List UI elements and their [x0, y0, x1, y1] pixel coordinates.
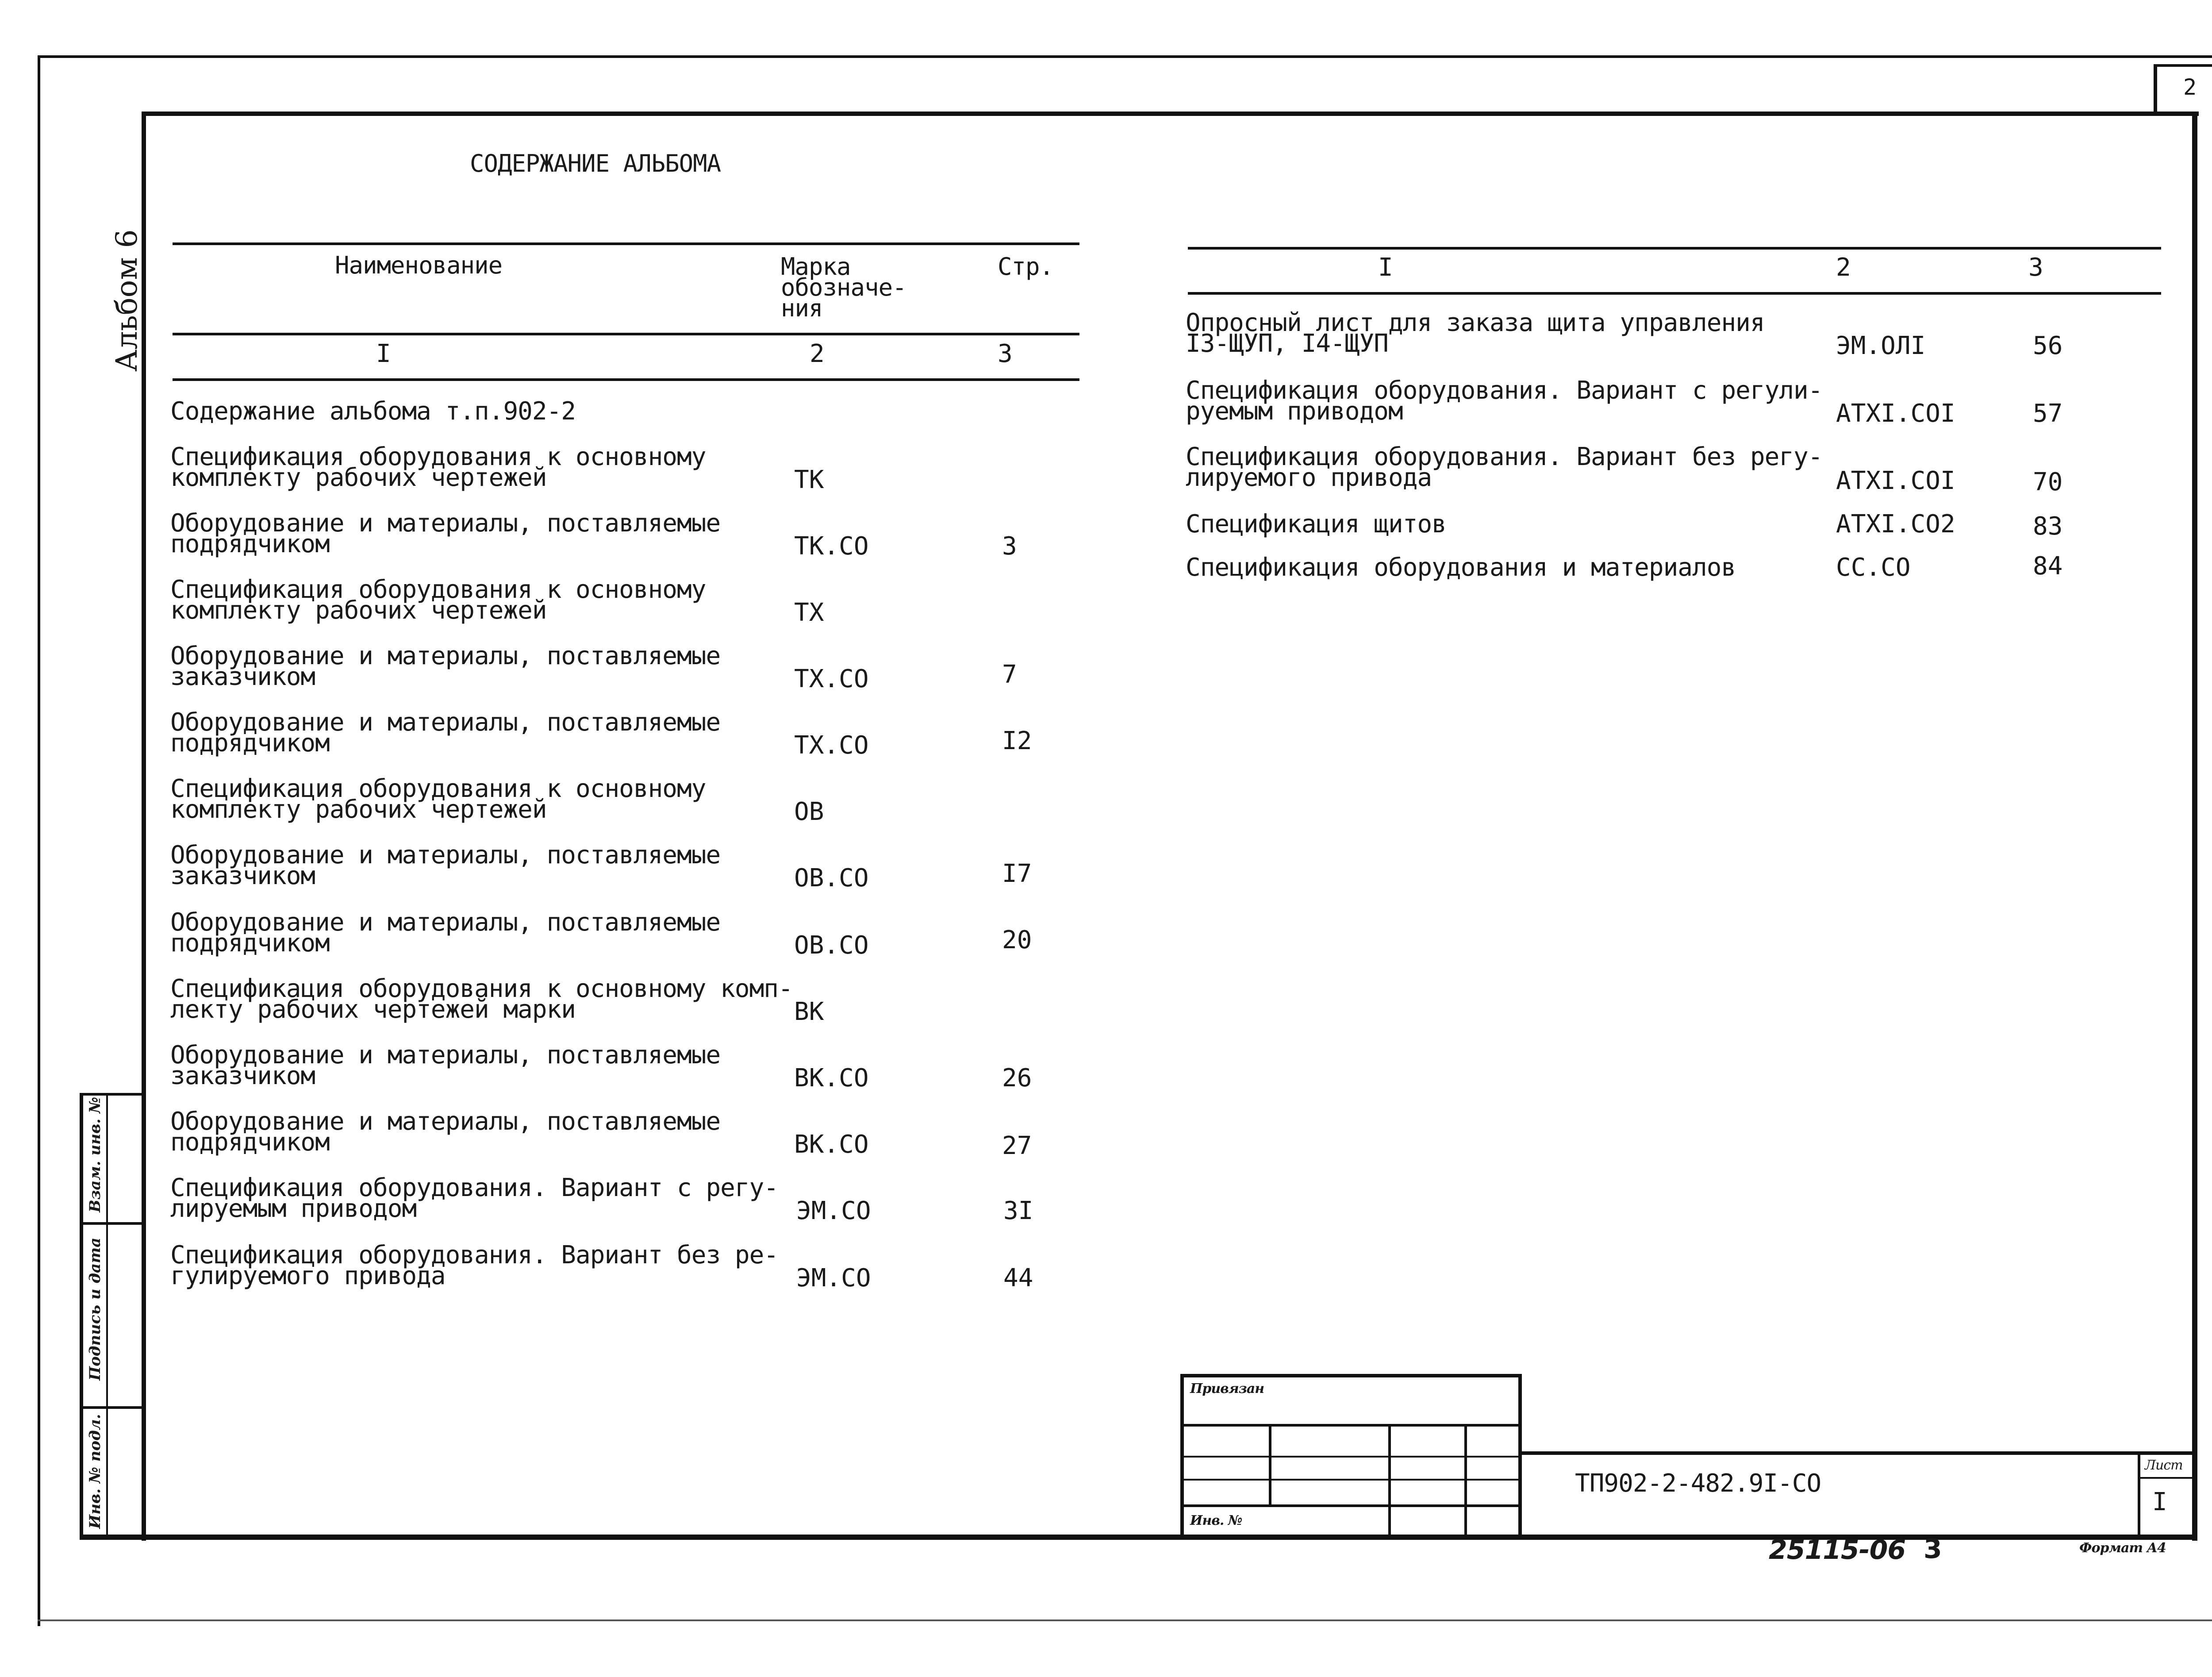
right-row-3-page: 70 — [2033, 468, 2063, 496]
left-row-4-code: ТХ — [794, 598, 824, 627]
left-row-7-code: ОВ — [794, 797, 824, 826]
left-row-4-name-1: Спецификация оборудования к основному — [170, 575, 706, 604]
left-row-3-name-1: Оборудование и материалы, поставляемые — [170, 509, 721, 538]
right-table-rule-top — [1188, 247, 2161, 250]
left-row-6-page: I2 — [1002, 727, 1032, 755]
left-row-8-name-1: Оборудование и материалы, поставляемые — [170, 841, 721, 869]
left-colnum-3: 3 — [998, 339, 1012, 368]
left-row-13-name-1: Спецификация оборудования. Вариант с регу- — [170, 1173, 779, 1202]
left-row-5-code: ТХ.СО — [794, 665, 869, 693]
sheet-box-mid — [2138, 1477, 2197, 1479]
left-row-2-code: ТК — [794, 465, 824, 494]
left-header-code-2: обозначе- — [781, 273, 906, 301]
privyazan-label: Привязан — [1190, 1381, 1264, 1396]
format-label: Формат А4 — [2079, 1540, 2166, 1556]
left-row-9-code: ОВ.СО — [794, 931, 869, 960]
side-stamp-left — [80, 1093, 83, 1540]
left-table-rule-cols — [173, 378, 1079, 381]
handwritten-number: 25115-06 — [1769, 1535, 1906, 1565]
right-row-1-page: 56 — [2033, 331, 2063, 360]
sheet-corner-number: 2 — [2183, 74, 2197, 100]
left-row-8-name-2: заказчиком — [170, 862, 315, 890]
album-label: Альбом 6 — [110, 229, 144, 372]
left-row-14-page: 44 — [1003, 1264, 1033, 1292]
left-row-9-name-1: Оборудование и материалы, поставляемые — [170, 908, 721, 937]
left-row-10-name-1: Спецификация оборудования к основному комп- — [170, 974, 793, 1003]
right-row-5-name-1: Спецификация оборудования и материалов — [1186, 553, 1736, 582]
privyazan-top — [1180, 1374, 1522, 1377]
right-row-2-name-1: Спецификация оборудования. Вариант с регули- — [1186, 376, 1823, 405]
side-stamp-inv-podl: Инв. № подл. — [86, 1414, 104, 1529]
privyazan-h3 — [1180, 1479, 1522, 1481]
left-header-code-1: Марка — [781, 253, 851, 281]
privyazan-h4 — [1180, 1504, 1522, 1507]
right-row-1-name-2: I3-ЩУП, I4-ЩУП — [1186, 329, 1389, 358]
privyazan-v2 — [1388, 1424, 1391, 1540]
side-stamp-mid — [106, 1093, 108, 1540]
corner-box-left — [2154, 64, 2157, 116]
left-header-code-3: ния — [781, 294, 823, 322]
right-table-rule-cols — [1188, 292, 2161, 295]
left-row-11-name-1: Оборудование и материалы, поставляемые — [170, 1041, 721, 1069]
left-row-11-name-2: заказчиком — [170, 1062, 315, 1090]
right-row-4-name-1: Спецификация щитов — [1186, 510, 1446, 538]
left-row-14-name-1: Спецификация оборудования. Вариант без ре- — [170, 1241, 779, 1269]
left-header-page: Стр. — [998, 253, 1054, 281]
left-row-6-name-2: подрядчиком — [170, 729, 330, 758]
left-row-4-name-2: комплекту рабочих чертежей — [170, 596, 547, 625]
privyazan-v1 — [1269, 1424, 1271, 1506]
right-row-3-name-2: лируемого привода — [1186, 463, 1432, 492]
left-row-12-name-2: подрядчиком — [170, 1128, 330, 1157]
privyazan-v3 — [1464, 1424, 1467, 1540]
right-colnum-3: 3 — [2028, 253, 2043, 282]
document-code: ТП902-2-482.9I-СО — [1575, 1469, 1821, 1498]
left-row-9-page: 20 — [1002, 926, 1032, 954]
left-row-13-page: 3I — [1003, 1196, 1033, 1225]
outer-frame-top — [38, 55, 2212, 58]
right-row-3-code: АТХI.СОI — [1836, 466, 1955, 495]
sheet-label: Лист — [2145, 1458, 2183, 1473]
side-stamp-podpis-data: Подпись и дата — [86, 1237, 104, 1381]
frame-right — [2192, 112, 2197, 1541]
side-stamp-div-2 — [80, 1406, 146, 1409]
left-row-12-name-1: Оборудование и материалы, поставляемые — [170, 1107, 721, 1136]
left-row-7-name-1: Спецификация оборудования к основному — [170, 774, 706, 803]
page-title: СОДЕРЖАНИЕ АЛЬБОМА — [470, 150, 721, 177]
left-row-1-name-1: Содержание альбома т.п.902-2 — [170, 397, 576, 426]
left-row-13-code: ЭМ.СО — [796, 1196, 871, 1225]
outer-frame-bottom — [38, 1619, 2212, 1621]
left-header-name: Наименование — [335, 251, 503, 279]
left-table-rule-mid — [173, 333, 1079, 335]
left-row-12-code: ВК.СО — [794, 1130, 869, 1159]
left-row-13-name-2: лируемым приводом — [170, 1194, 417, 1223]
right-colnum-1: I — [1378, 253, 1393, 282]
sheet-box-left — [2138, 1451, 2140, 1540]
right-row-4-code: АТХI.СО2 — [1836, 510, 1955, 538]
left-table-rule-top — [173, 242, 1079, 245]
left-row-14-code: ЭМ.СО — [796, 1264, 871, 1292]
left-row-3-name-2: подрядчиком — [170, 530, 330, 558]
right-row-2-page: 57 — [2033, 399, 2063, 428]
left-row-10-name-2: лекту рабочих чертежей марки — [170, 995, 576, 1024]
side-stamp-vzam-inv: Взам. инв. № — [86, 1097, 104, 1212]
left-row-3-page: 3 — [1002, 532, 1017, 561]
right-row-5-page: 84 — [2033, 552, 2063, 581]
side-stamp-top — [80, 1093, 146, 1096]
right-colnum-2: 2 — [1836, 253, 1851, 282]
right-row-2-code: АТХI.СОI — [1836, 399, 1955, 428]
left-row-8-page: I7 — [1002, 859, 1032, 888]
left-colnum-2: 2 — [810, 339, 824, 368]
frame-top — [142, 112, 2199, 116]
right-row-3-name-1: Спецификация оборудования. Вариант без регу- — [1186, 442, 1823, 471]
left-row-3-code: ТК.СО — [794, 532, 869, 561]
doc-block-top — [1518, 1451, 2197, 1455]
right-row-2-name-2: руемым приводом — [1186, 397, 1403, 426]
side-stamp-div-1 — [80, 1222, 146, 1225]
left-row-11-code: ВК.СО — [794, 1064, 869, 1092]
left-row-10-code: ВК — [794, 997, 824, 1026]
privyazan-h2 — [1180, 1456, 1522, 1458]
corner-box-top — [2154, 64, 2212, 67]
left-row-2-name-1: Спецификация оборудования к основному — [170, 442, 706, 471]
left-row-5-name-2: заказчиком — [170, 662, 315, 691]
left-colnum-1: I — [376, 339, 391, 368]
bottom-page-number: 3 — [1924, 1534, 1942, 1565]
right-row-4-page: 83 — [2033, 512, 2063, 541]
right-row-1-code: ЭМ.ОЛI — [1836, 331, 1926, 360]
left-row-8-code: ОВ.СО — [794, 864, 869, 892]
left-row-11-page: 26 — [1002, 1064, 1032, 1092]
sheet-number: I — [2152, 1488, 2167, 1516]
left-row-6-code: ТХ.СО — [794, 731, 869, 760]
left-row-7-name-2: комплекту рабочих чертежей — [170, 795, 547, 824]
left-row-9-name-2: подрядчиком — [170, 929, 330, 958]
left-row-5-name-1: Оборудование и материалы, поставляемые — [170, 642, 721, 670]
right-row-5-code: СС.СО — [1836, 553, 1911, 582]
left-row-2-name-2: комплекту рабочих чертежей — [170, 463, 547, 492]
left-row-14-name-2: гулируемого привода — [170, 1262, 445, 1290]
outer-frame-left — [38, 55, 40, 1626]
right-row-1-name-1: Опросный лист для заказа щита управления — [1186, 308, 1765, 337]
left-row-6-name-1: Оборудование и материалы, поставляемые — [170, 708, 721, 737]
inv-label: Инв. № — [1190, 1513, 1242, 1528]
left-row-5-page: 7 — [1002, 660, 1017, 689]
privyazan-h1 — [1180, 1424, 1522, 1427]
left-row-12-page: 27 — [1002, 1131, 1032, 1160]
